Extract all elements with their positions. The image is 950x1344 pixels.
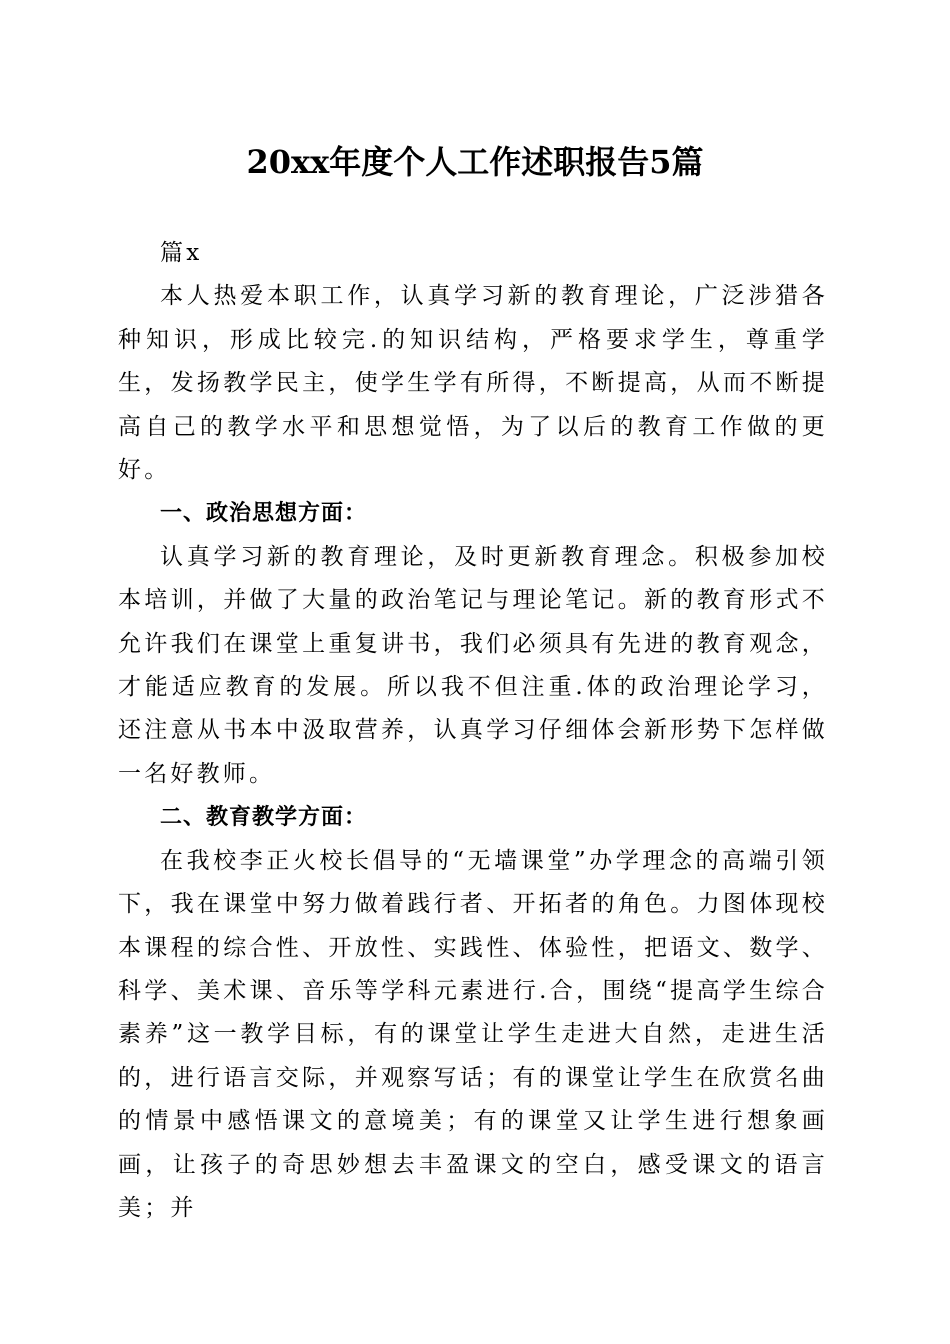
document-body <box>118 232 828 1230</box>
intro-paragraph: 本人热爱本职工作，认真学习新的教育理论，广泛涉猎各种知识，形成比较完.的知识结构，严格要求学生，尊重学生，发扬教学民主，使学生学有所得，不断提高，从而不断提高自己的教学水平和思想觉悟，为了以后的教育工作做的更好。 <box>118 283 828 484</box>
section-paragraph-teaching: 在我校李正火校长倡导的“无墙课堂”办学理念的高端引领下，我在课堂中努力做着践行者、开拓者的角色。力图体现校本课程的综合性、开放性、实践性、体验性，把语文、数学、科学、美术课、音乐等学科元素进行.合，围绕“提高学生综合素养”这一教学目标，有的课堂让学生走进大自然，走进生活的，进行语言交际，并观察写话；有的课堂让学生在欣赏名曲的情景中感悟课文的意境美；有的课堂又让学生进行想象画画，让孩子的奇思妙想去丰盈课文的空白，感受课文的语言美；并 <box>118 847 828 1221</box>
part-label: 篇x <box>160 240 203 266</box>
document-title: 20xx年度个人工作述职报告5篇 <box>246 143 704 181</box>
section-heading-politics: 一、政治思想方面： <box>160 501 368 527</box>
section-heading-teaching: 二、教育教学方面： <box>160 805 368 831</box>
section-paragraph-politics: 认真学习新的教育理论，及时更新教育理念。积极参加校本培训，并做了大量的政治笔记与理论笔记。新的教育形式不允许我们在课堂上重复讲书，我们必须具有先进的教育观念，才能适应教育的发展。所以我不但注重.体的政治理论学习，还注意从书本中汲取营养，认真学习仔细体会新形势下怎样做一名好教师。 <box>118 543 828 787</box>
